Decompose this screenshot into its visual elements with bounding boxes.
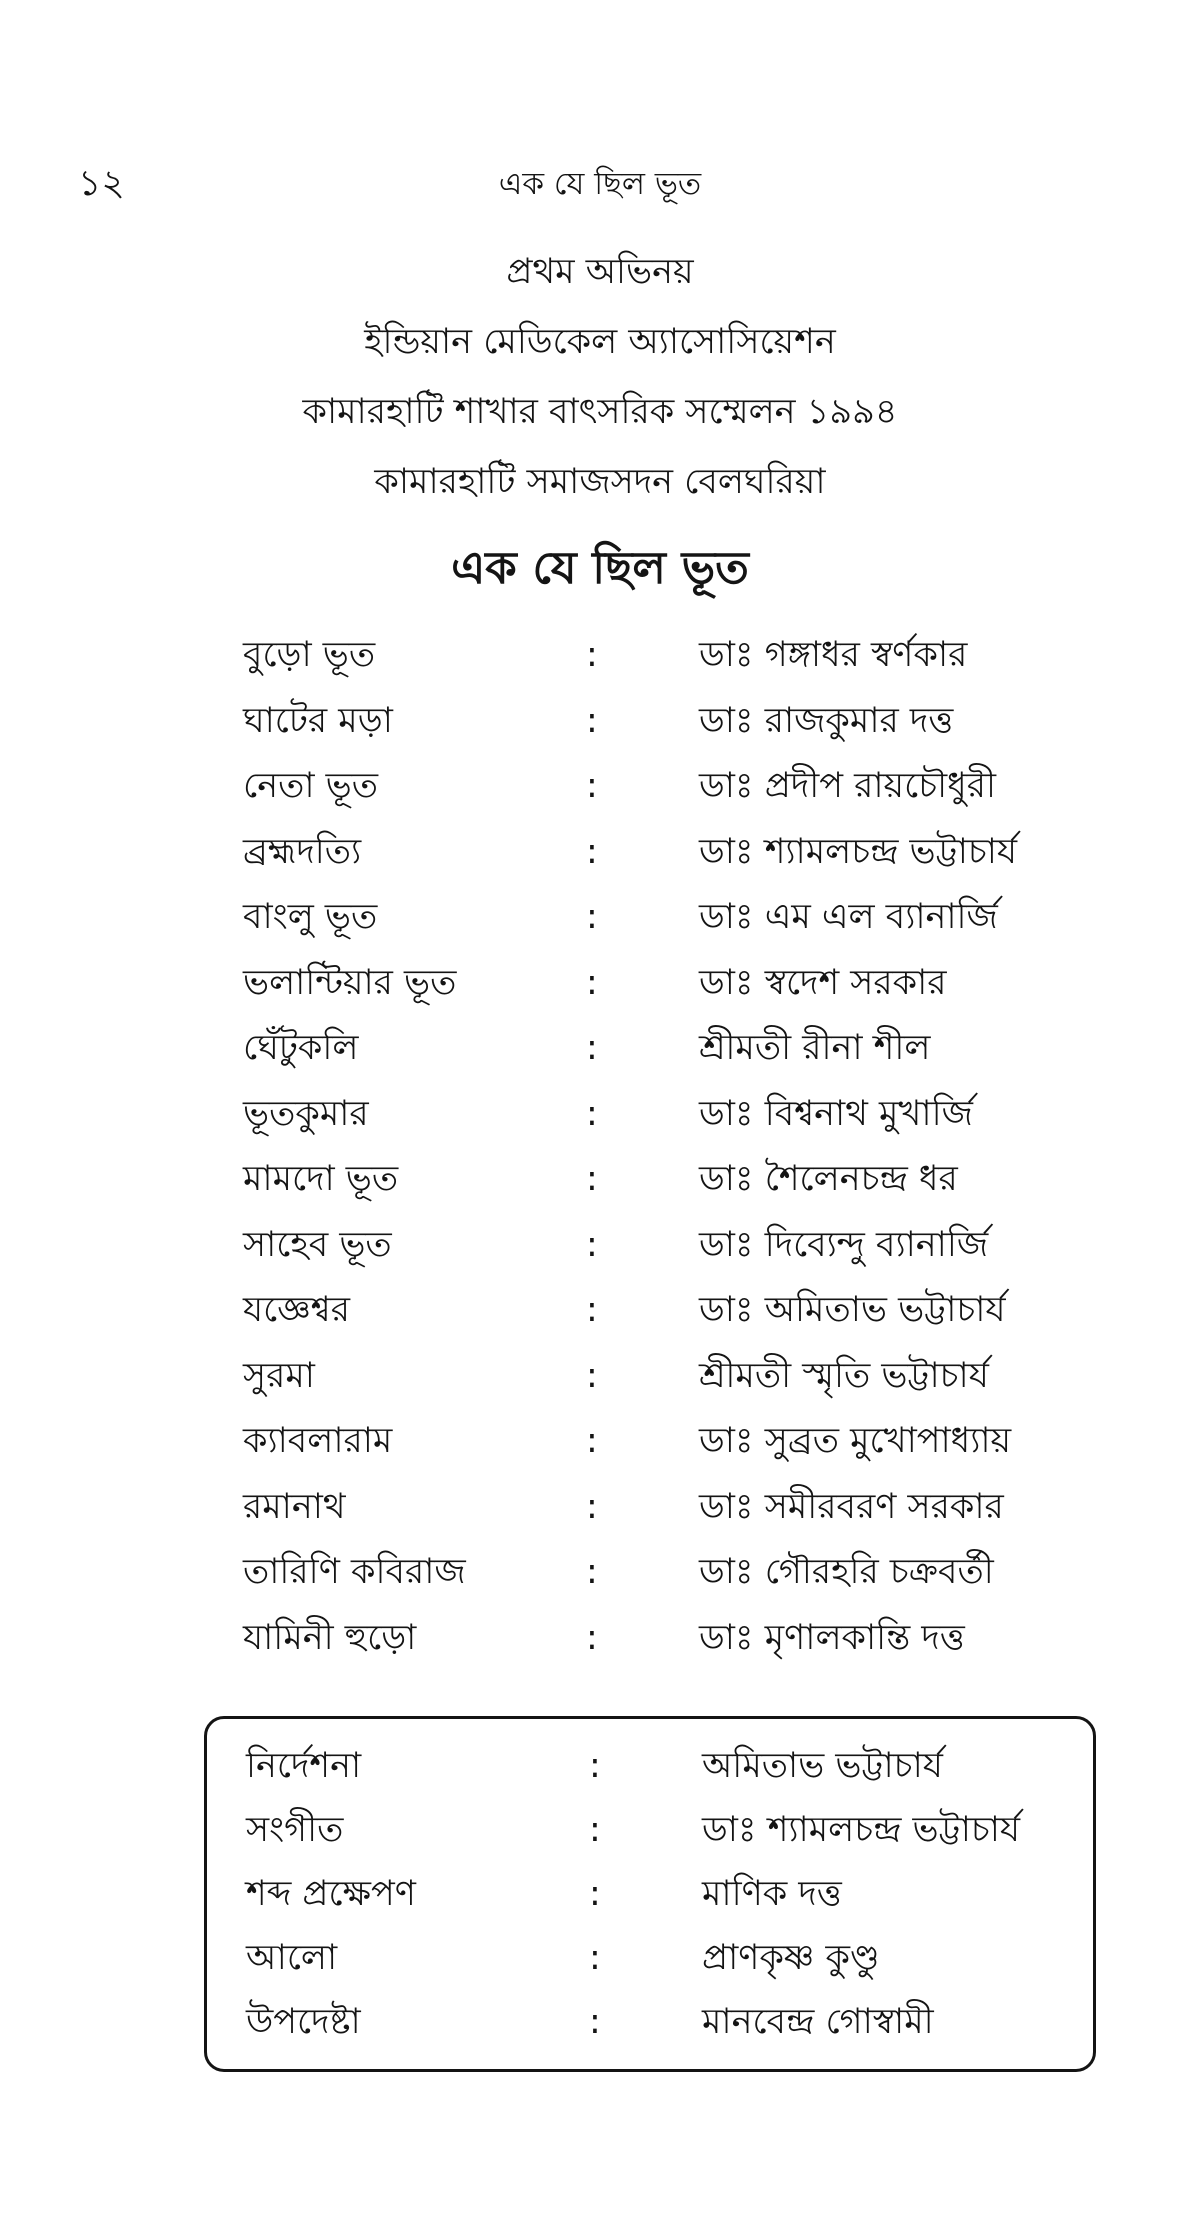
cast-row xyxy=(243,1087,1123,1153)
crew-person: ডাঃ শ্যামলচন্দ্র ভট্টাচার্য xyxy=(702,1810,1021,1850)
cast-row xyxy=(243,890,1123,956)
crew-person: মানবেন্দ্র গোস্বামী xyxy=(702,2002,934,2042)
cast-row xyxy=(243,1611,1123,1677)
cast-actor: ডাঃ শ্যামলচন্দ্র ভট্টাচার্য xyxy=(699,831,1018,872)
cast-row xyxy=(243,1414,1123,1480)
page-number: ১২ xyxy=(78,163,125,204)
crew-credits-box xyxy=(204,1716,1096,2072)
cast-role: ঘাটের মড়া xyxy=(243,700,393,741)
cast-role: রমানাথ xyxy=(243,1486,346,1527)
cast-actor: ডাঃ বিশ্বনাথ মুখার্জি xyxy=(699,1093,973,1134)
cast-role: সুরমা xyxy=(243,1355,315,1396)
cast-actor: ডাঃ স্বদেশ সরকার xyxy=(699,962,947,1003)
cast-row xyxy=(243,1349,1123,1415)
cast-actor: ডাঃ এম এল ব্যানার্জি xyxy=(699,897,998,937)
cast-actor: ডাঃ দিব্যেন্দু ব্যানার্জি xyxy=(699,1224,989,1265)
cast-role: তারিণি কবিরাজ xyxy=(243,1552,466,1592)
cast-role: ব্রহ্মদত্যি xyxy=(243,831,362,872)
cast-actor: ডাঃ গৌরহরি চক্রবর্তী xyxy=(699,1552,994,1592)
separator: : xyxy=(586,1486,598,1527)
cast-row xyxy=(243,825,1123,891)
crew-row xyxy=(246,1995,1086,2059)
cast-actor: শ্রীমতী রীনা শীল xyxy=(699,1028,931,1068)
crew-row xyxy=(246,1867,1086,1931)
separator: : xyxy=(586,1028,598,1068)
cast-row xyxy=(243,628,1123,694)
separator: : xyxy=(586,1355,598,1396)
cast-actor: ডাঃ প্রদীপ রায়চৌধুরী xyxy=(699,766,996,806)
cast-row xyxy=(243,1021,1123,1087)
cast-actor: ডাঃ সমীরবরণ সরকার xyxy=(699,1486,1004,1527)
organization-name: ইন্ডিয়ান মেডিকেল অ্যাসোসিয়েশন xyxy=(364,322,836,362)
separator: : xyxy=(586,1552,598,1592)
crew-role: সংগীত xyxy=(246,1810,344,1850)
running-head: এক যে ছিল ভূত xyxy=(498,166,702,202)
cast-role: ভলান্টিয়ার ভূত xyxy=(243,962,457,1003)
separator: : xyxy=(589,1746,601,1786)
cast-role: সাহেব ভূত xyxy=(243,1224,392,1265)
cast-row xyxy=(243,1152,1123,1218)
crew-row xyxy=(246,1739,1086,1803)
crew-role: উপদেষ্টা xyxy=(246,2002,361,2042)
separator: : xyxy=(586,1421,598,1461)
cast-actor: ডাঃ শৈলেনচন্দ্র ধর xyxy=(699,1159,958,1199)
cast-role: বাংলু ভূত xyxy=(243,897,378,937)
cast-role: ঘেঁটুকলি xyxy=(243,1028,359,1068)
crew-list xyxy=(246,1739,1086,2059)
venue-name: কামারহাটি সমাজসদন বেলঘরিয়া xyxy=(374,462,826,502)
crew-person: মাণিক দত্ত xyxy=(702,1874,842,1914)
crew-person: প্রাণকৃষ্ণ কুণ্ডু xyxy=(702,1938,880,1978)
separator: : xyxy=(589,1938,601,1978)
crew-role: শব্দ প্রক্ষেপণ xyxy=(246,1874,416,1914)
separator: : xyxy=(586,700,598,741)
crew-person: অমিতাভ ভট্টাচার্য xyxy=(702,1746,943,1786)
cast-row xyxy=(243,1480,1123,1546)
cast-role: ক্যাবলারাম xyxy=(243,1421,393,1461)
cast-role: যামিনী হুড়ো xyxy=(243,1617,417,1658)
crew-role: নির্দেশনা xyxy=(246,1746,362,1786)
play-title: এক যে ছিল ভূত xyxy=(451,541,749,594)
separator: : xyxy=(586,1290,598,1330)
crew-role: আলো xyxy=(246,1938,338,1978)
cast-role: মামদো ভূত xyxy=(243,1159,399,1199)
cast-list xyxy=(243,628,1123,1676)
premiere-heading: প্রথম অভিনয় xyxy=(506,252,694,292)
separator: : xyxy=(586,766,598,806)
cast-actor: ডাঃ সুব্রত মুখোপাধ্যায় xyxy=(699,1421,1012,1461)
cast-actor: ডাঃ রাজকুমার দত্ত xyxy=(699,700,954,741)
cast-row xyxy=(243,956,1123,1022)
cast-actor: ডাঃ মৃণালকান্তি দত্ত xyxy=(699,1617,965,1658)
cast-actor: ডাঃ অমিতাভ ভট্টাচার্য xyxy=(699,1290,1006,1330)
crew-row xyxy=(246,1931,1086,1995)
cast-row xyxy=(243,1545,1123,1611)
cast-row xyxy=(243,694,1123,760)
separator: : xyxy=(586,635,598,675)
cast-role: ভূতকুমার xyxy=(243,1093,369,1134)
event-name: কামারহাটি শাখার বাৎসরিক সম্মেলন ১৯৯৪ xyxy=(302,392,898,432)
separator: : xyxy=(586,1224,598,1265)
separator: : xyxy=(586,1093,598,1134)
separator: : xyxy=(586,1617,598,1658)
cast-role: নেতা ভূত xyxy=(243,766,378,806)
separator: : xyxy=(589,1874,601,1914)
cast-row xyxy=(243,1218,1123,1284)
cast-actor: শ্রীমতী স্মৃতি ভট্টাচার্য xyxy=(699,1355,989,1396)
cast-role: বুড়ো ভূত xyxy=(243,635,376,675)
separator: : xyxy=(589,2002,601,2042)
separator: : xyxy=(586,831,598,872)
cast-row xyxy=(243,1283,1123,1349)
cast-actor: ডাঃ গঙ্গাধর স্বর্ণকার xyxy=(699,635,968,675)
cast-role: যজ্ঞেশ্বর xyxy=(243,1290,350,1330)
crew-row xyxy=(246,1803,1086,1867)
separator: : xyxy=(586,962,598,1003)
premiere-info xyxy=(0,250,1200,530)
cast-row xyxy=(243,759,1123,825)
separator: : xyxy=(589,1810,601,1850)
separator: : xyxy=(586,1159,598,1199)
separator: : xyxy=(586,897,598,937)
